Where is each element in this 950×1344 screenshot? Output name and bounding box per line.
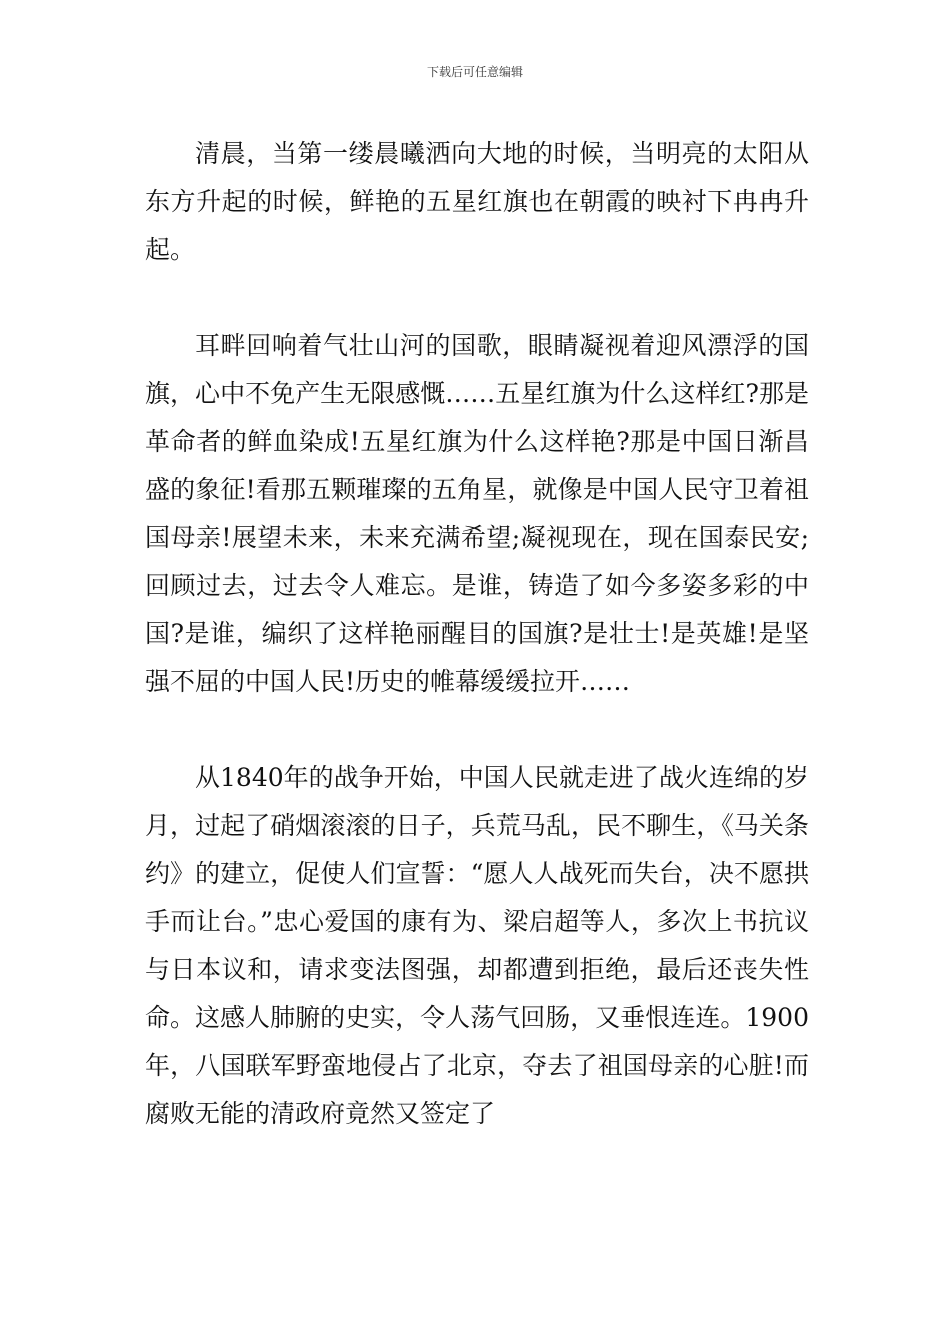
paragraph-1: 清晨，当第一缕晨曦洒向大地的时候，当明亮的太阳从东方升起的时候，鲜艳的五星红旗也在朝霞的映衬下冉冉升起。 (145, 139, 809, 264)
page-header: 下载后可任意编辑 (426, 65, 523, 79)
document-body (145, 130, 809, 1138)
paragraph-2: 耳畔回响着气壮山河的国歌，眼睛凝视着迎风漂浮的国旗，心中不免产生无限感慨……五星红旗为什么这样红?那是革命者的鲜血染成!五星红旗为什么这样艳?那是中国日渐昌盛的象征!看那五颗璀璨的五角星，就像是中国人民守卫着祖国母亲!展望未来，未来充满希望;凝视现在，现在国泰民安;回顾过去，过去令人难忘。是谁，铸造了如今多姿多彩的中国?是谁，编织了这样艳丽醒目的国旗?是壮士!是英雄!是坚强不屈的中国人民!历史的帷幕缓缓拉开…… (145, 331, 809, 696)
paragraph-3: 从1840年的战争开始，中国人民就走进了战火连绵的岁月，过起了硝烟滚滚的日子，兵荒马乱，民不聊生，《马关条约》的建立，促使人们宣誓：“愿人人战死而失台，决不愿拱手而让台。”忠心爱国的康有为、梁启超等人，多次上书抗议与日本议和，请求变法图强，却都遭到拒绝，最后还丧失性命。这感人肺腑的史实，令人荡气回肠，又垂恨连连。1900年，八国联军野蛮地侵占了北京，夺去了祖国母亲的心脏!而腐败无能的清政府竟然又签定了 (145, 763, 809, 1128)
